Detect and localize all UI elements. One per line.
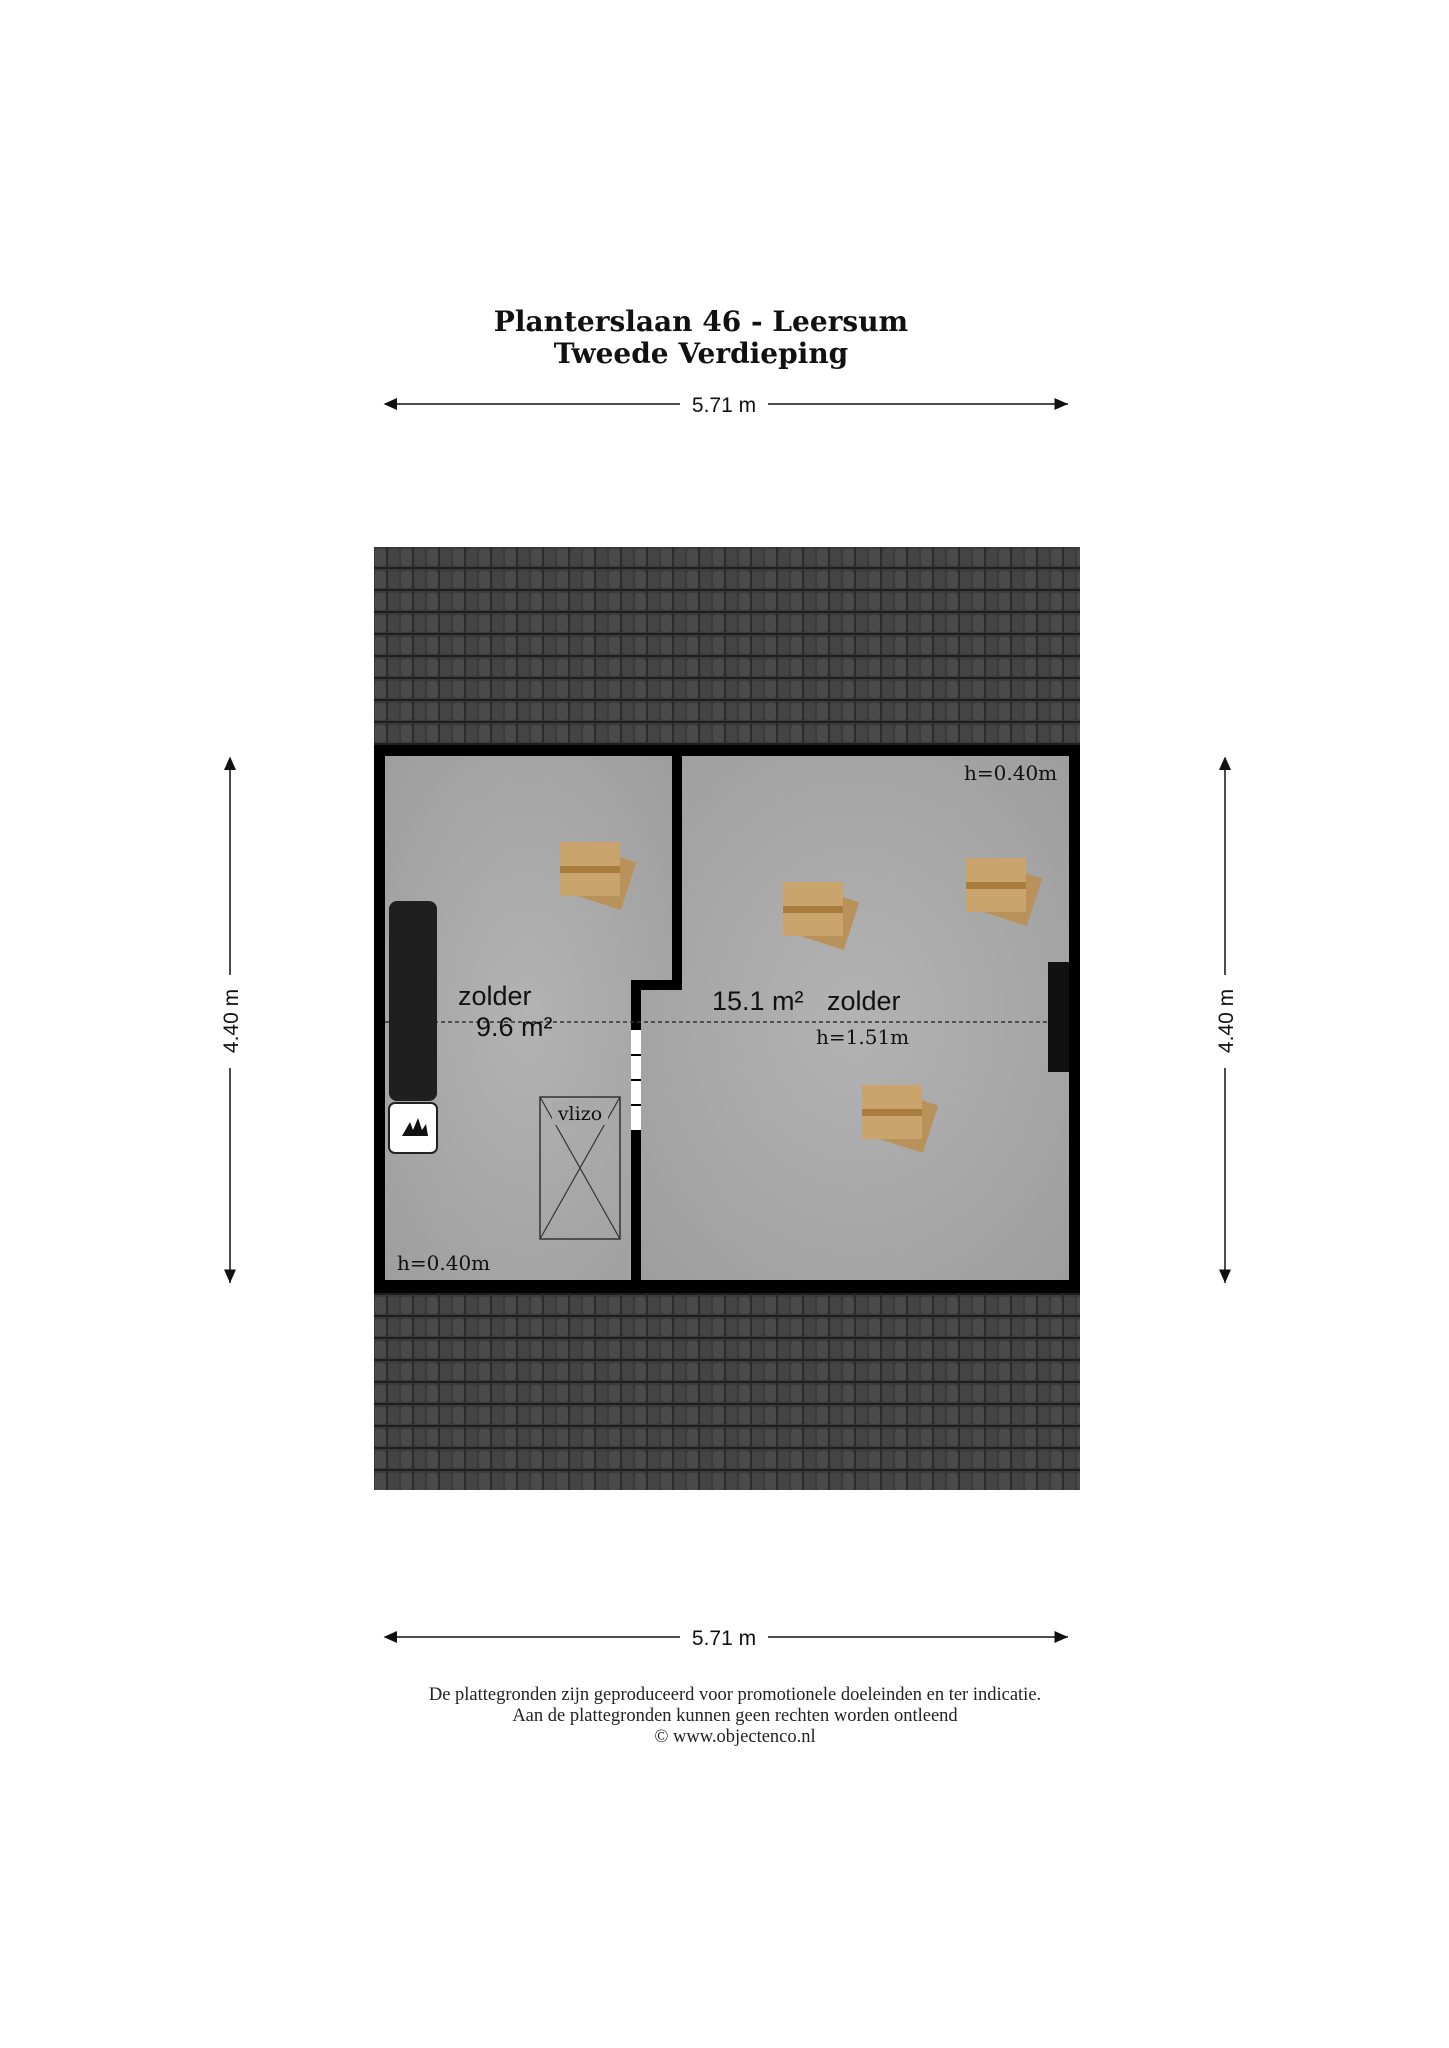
top-dimension <box>385 394 1068 417</box>
footer-disclaimer-line1: De plattegronden zijn geproduceerd voor promotionele doeleinden en ter indicatie. <box>428 1685 1042 1705</box>
left-room-area: 9.6 m² <box>476 1012 553 1042</box>
storage-cabinet <box>389 901 437 1101</box>
roof-tiles-bottom <box>374 1293 1080 1490</box>
right-room-height-mid: h=1.51m <box>816 1025 910 1049</box>
right-room-area: 15.1 m² <box>712 986 804 1016</box>
vlizo-label: vlizo <box>557 1103 603 1125</box>
left-dimension-label: 4.40 m <box>220 988 243 1054</box>
left-room-name: zolder <box>458 981 532 1011</box>
bottom-dimension <box>385 1627 1068 1650</box>
left-room-height-note: h=0.40m <box>397 1251 491 1275</box>
right-room-floor <box>641 756 1069 1280</box>
roof-tiles-top <box>374 547 1080 747</box>
right-dimension <box>1215 758 1238 1283</box>
footer-copyright: © www.objectenco.nl <box>654 1727 816 1747</box>
left-dimension <box>220 758 243 1283</box>
boiler-unit <box>389 1103 437 1153</box>
wall-element <box>1048 962 1069 1072</box>
right-room-height-top: h=0.40m <box>964 761 1058 785</box>
bottom-dimension-label: 5.71 m <box>691 1627 757 1650</box>
top-dimension-label: 5.71 m <box>691 394 757 417</box>
doorway <box>631 1030 641 1130</box>
footer-disclaimer-line2: Aan de plattegronden kunnen geen rechten worden ontleend <box>512 1706 958 1726</box>
right-room-name: zolder <box>827 986 901 1016</box>
right-dimension-label: 4.40 m <box>1215 988 1238 1054</box>
plan-subtitle: Tweede Verdieping <box>553 337 849 370</box>
plan-title: Planterslaan 46 - Leersum <box>493 305 909 338</box>
